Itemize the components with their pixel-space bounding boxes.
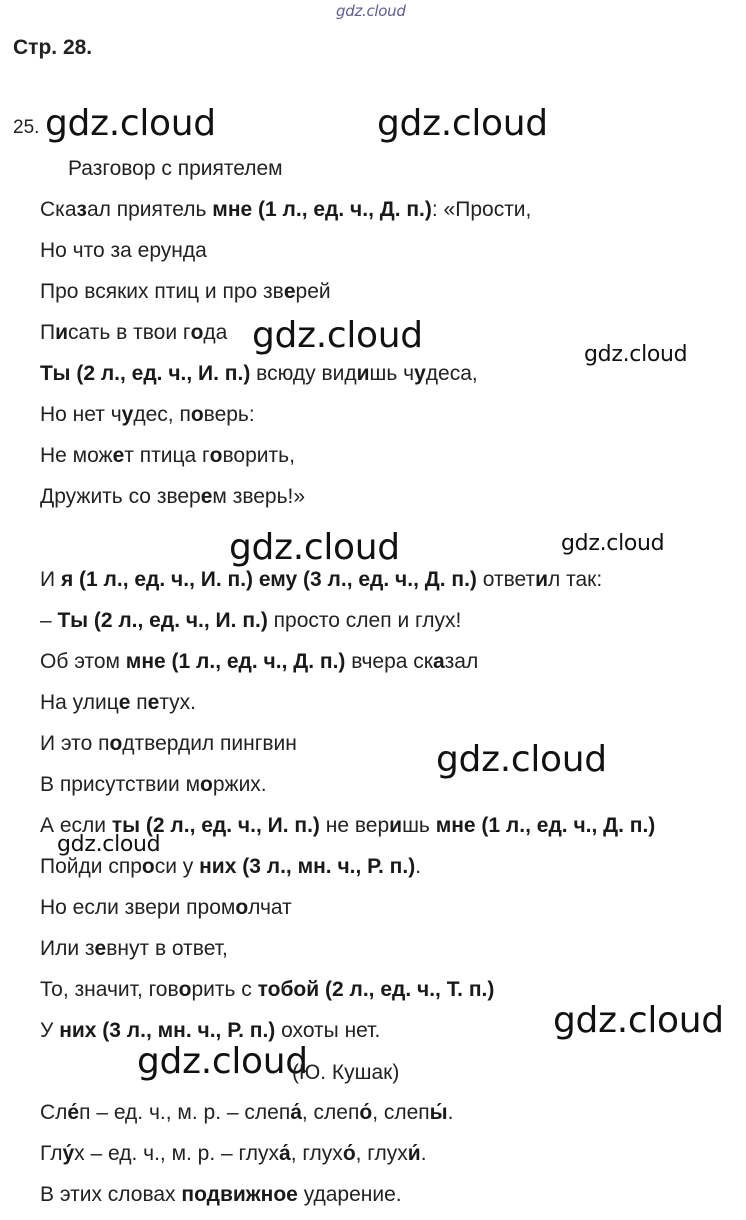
poem-line: У них (3 л., мн. ч., Р. п.) охоты нет. — [40, 1019, 381, 1042]
poem-line: Но если звери промолчат — [40, 896, 292, 919]
watermark: gdz.cloud — [252, 315, 423, 356]
watermark: gdz.cloud — [45, 103, 216, 144]
poem-line: На улице петух. — [40, 691, 197, 714]
poem-line: И я (1 л., ед. ч., И. п.) ему (3 л., ед. ч., Д. п.) ответил так: — [40, 568, 603, 591]
poem-line: Или зевнут в ответ, — [40, 937, 228, 960]
watermark: gdz.cloud — [377, 103, 548, 144]
exercise-number: 25. — [13, 117, 40, 138]
watermark-top: gdz.cloud — [336, 2, 406, 20]
poem-line: Но что за ерунда — [40, 239, 207, 262]
poem-line: Дружить со зверем зверь!» — [40, 485, 306, 508]
poem-line: В присутствии моржих. — [40, 773, 267, 796]
poem-line: Про всяких птиц и про зверей — [40, 280, 331, 303]
poem-line: Не может птица говорить, — [40, 444, 295, 467]
poem-line: Писать в твои года — [40, 321, 228, 344]
page-reference: Стр. 28. — [13, 36, 93, 59]
note-line: В этих словах подвижное ударение. — [40, 1183, 402, 1206]
poem-line: Об этом мне (1 л., ед. ч., Д. п.) вчера сказал — [40, 650, 479, 673]
note-line: Сле́п – ед. ч., м. р. – слепа́, слепо́, слепы́. — [40, 1101, 454, 1124]
watermark: gdz.cloud — [584, 342, 688, 367]
poem-author: (Ю. Кушак) — [292, 1061, 400, 1084]
poem-line: А если ты (2 л., ед. ч., И. п.) не веришь мне (1 л., ед. ч., Д. п.) — [40, 814, 656, 837]
poem-line: И это подтвердил пингвин — [40, 732, 297, 755]
watermark: gdz.cloud — [436, 739, 607, 780]
poem-title: Разговор с приятелем — [68, 157, 283, 180]
poem-line: Пойди спроси у них (3 л., мн. ч., Р. п.). — [40, 855, 422, 878]
watermark: gdz.cloud — [561, 531, 665, 556]
note-line: Глу́х – ед. ч., м. р. – глуха́, глухо́, глухи́. — [40, 1142, 427, 1165]
poem-line: Ты (2 л., ед. ч., И. п.) всюду видишь чудеса, — [40, 362, 478, 385]
poem-line: Но нет чудес, поверь: — [40, 403, 255, 426]
watermark: gdz.cloud — [137, 1041, 308, 1082]
watermark: gdz.cloud — [57, 832, 161, 857]
poem-line: – Ты (2 л., ед. ч., И. п.) просто слеп и глух! — [40, 609, 462, 632]
poem-line: То, значит, говорить с тобой (2 л., ед. ч., Т. п.) — [40, 978, 495, 1001]
poem-line: Сказал приятель мне (1 л., ед. ч., Д. п.): «Прости, — [40, 198, 532, 221]
watermark: gdz.cloud — [229, 527, 400, 568]
watermark: gdz.cloud — [553, 1000, 724, 1041]
